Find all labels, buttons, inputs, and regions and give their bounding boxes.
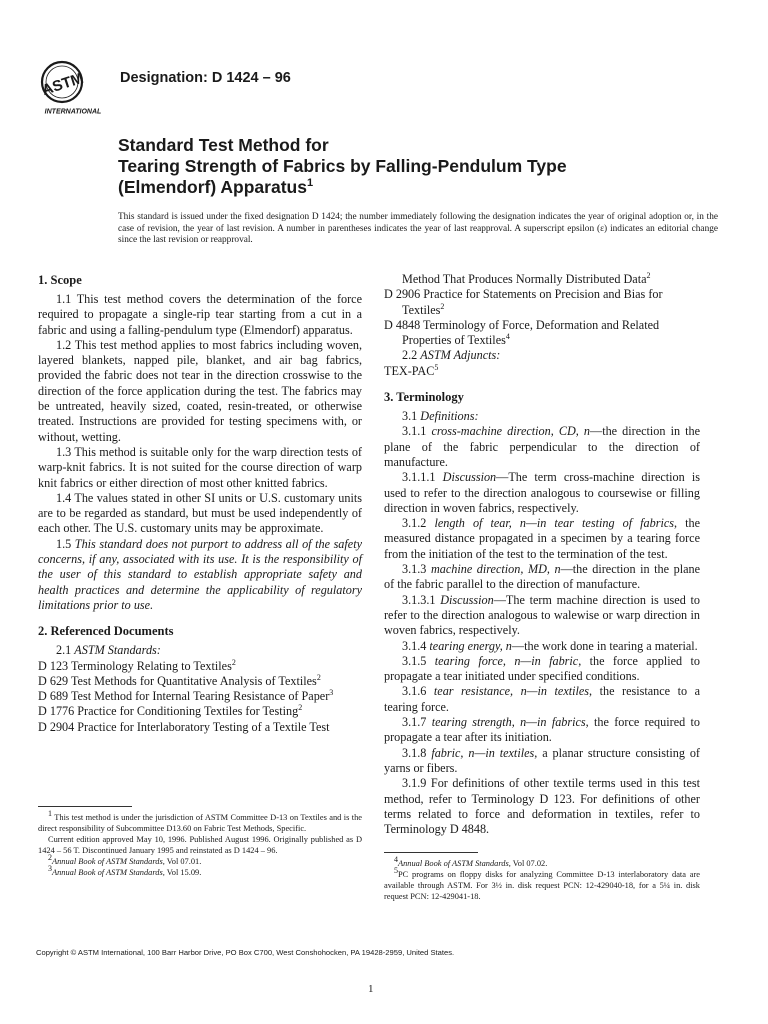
left-column xyxy=(38,272,362,735)
term-3-1-1-1: 3.1.1.1 Discussion—The term cross-machine direction is used to refer to the direction analogous to coursewise or filling direction in woven fabrics, respectively. xyxy=(384,470,700,515)
scope-1-2: 1.2 This test method applies to most fabrics including woven, layered blankets, napped pile, blanket, and air bag fabrics, provided the fabric does not tear in the direction crosswise to the direction of the force application during the test. The fabrics may be untreated, heavily sized, coated, resin-treated, or otherwise treated. Instructions are provided for testing specimens with, or without, wetting. xyxy=(38,337,362,444)
svg-text:ASTM: ASTM xyxy=(39,69,86,100)
terminology-heading: 3. Terminology xyxy=(384,390,464,405)
astm-logo xyxy=(38,56,108,118)
left-footnotes xyxy=(38,809,362,878)
astm-standards-label: 2.1 ASTM Standards: xyxy=(56,643,161,658)
document-title xyxy=(118,135,738,198)
title-footnote-mark: 1 xyxy=(306,177,314,190)
term-3-1-3-1: 3.1.3.1 Discussion—The term machine direction is used to refer to the direction analogous to walewise or warp direction in woven fabrics, respectively. xyxy=(384,592,700,638)
ref-d2904-continued: Method That Produces Normally Distributed Data$^2$ xyxy=(402,270,651,286)
term-3-1-7: 3.1.7 tearing strength, n—in fabrics, the force required to propagate a tear after its initiation. xyxy=(384,715,700,745)
right-footnotes xyxy=(384,855,700,902)
ref-d123: D 123 Terminology Relating to Textiles$^2$ xyxy=(38,657,236,673)
ref-d2906: D 2906 Practice for Statements on Precision and Bias for Textiles$^2$ xyxy=(384,287,663,317)
term-3-1-3: 3.1.3 machine direction, MD, n—the direction in the plane of the fabric parallel to the direction of manufacture. xyxy=(384,562,701,592)
svg-text:INTERNATIONAL: INTERNATIONAL xyxy=(44,108,102,116)
ref-d1776: D 1776 Practice for Conditioning Textiles for Testing$^2$ xyxy=(38,703,303,719)
scope-1-5: 1.5 This standard does not purport to address all of the safety concerns, if any, associated with its use. It is the responsibility of the user of this standard to establish appropriate safety and health practices and determine the applicability of regulatory limitations prior to use. xyxy=(38,536,362,612)
term-3-1: 3.1 Definitions: xyxy=(402,409,479,424)
standard-notice: This standard is issued under the fixed designation D 1424; the number immediately following the designation indicates the year of original adoption or, in the case of revision, the year of last revision. A number in parentheses indicates the year of last reapproval. A superscript epsilon (ε) indicates an editorial change since the last revision or reapproval. xyxy=(118,212,718,246)
footnote-3: $^3$Annual Book of ASTM Standards, Vol 15.09. xyxy=(48,864,202,877)
footnote-2: $^2$Annual Book of ASTM Standards, Vol 07.01. xyxy=(48,853,202,866)
footnote-4: $^4$Annual Book of ASTM Standards, Vol 07.02. xyxy=(394,855,548,868)
ref-d2904: D 2904 Practice for Interlaboratory Testing of a Textile Test xyxy=(38,719,330,734)
astm-adjuncts-label: 2.2 ASTM Adjuncts: xyxy=(402,348,501,363)
footnote-1: $^1$ This test method is under the jurisdiction of ASTM Committee D-13 on Textiles and is the direct responsibility of Subcommittee D13.60 on Fabric Test Methods, Specific. xyxy=(38,809,362,833)
title-line-3: (Elmendorf) Apparatus$^1$ xyxy=(118,177,314,197)
ref-tex-pac: TEX-PAC$^5$ xyxy=(384,362,439,378)
footnote-5: $^5$PC programs on floppy disks for analyzing Committee D-13 interlaboratory data are available through ASTM. For 3½ in. disk request PCN: 12-429040-18, for a 5¼ in. disk request PCN: 12-429041-18. xyxy=(384,866,700,901)
designation: Designation: D 1424 – 96 xyxy=(120,70,291,86)
ref-d689: D 689 Test Method for Internal Tearing Resistance of Paper$^3$ xyxy=(38,688,334,704)
term-3-1-9: 3.1.9 For definitions of other textile terms used in this test method, refer to Terminology D 123. For definitions of other terms related to force and deformation in textiles, refer to Terminology D 4848. xyxy=(384,776,700,837)
term-3-1-8: 3.1.8 fabric, n—in textiles, a planar structure consisting of yarns or fibers. xyxy=(384,745,700,775)
right-column xyxy=(384,272,700,837)
scope-heading: 1. Scope xyxy=(38,273,82,287)
term-3-1-2: 3.1.2 length of tear, n—in tear testing of fabrics, the measured distance propagated in a specimen by a tearing force from the initiation of the test to the termination of the test. xyxy=(384,516,700,561)
term-3-1-1: 3.1.1 cross-machine direction, CD, n—the direction in the plane of the fabric perpendicular to the direction of manufacture. xyxy=(384,424,701,469)
title-line-1: Standard Test Method for xyxy=(118,135,329,155)
term-3-1-6: 3.1.6 tear resistance, n—in textiles, the resistance to a tearing force. xyxy=(384,684,701,714)
ref-d629: D 629 Test Methods for Quantitative Analysis of Textiles$^2$ xyxy=(38,672,321,688)
term-3-1-4: 3.1.4 tearing energy, n—the work done in tearing a material. xyxy=(402,638,698,653)
page-number: 1 xyxy=(368,983,374,995)
referenced-documents-heading: 2. Referenced Documents xyxy=(38,624,174,639)
title-line-2: Tearing Strength of Fabrics by Falling-Pendulum Type xyxy=(118,156,567,176)
scope-1-1: 1.1 This test method covers the determination of the force required to propagate a single-rip tear starting from a cut in a fabric and using a falling-pendulum type (Elmendorf) apparatus. xyxy=(38,292,362,337)
ref-d4848: D 4848 Terminology of Force, Deformation and Related Properties of Textiles$^4$ xyxy=(384,317,660,348)
footnote-1-edition: Current edition approved May 10, 1996. Published August 1996. Originally published as D 1424 – 56 T. Discontinued January 1995 and reinstated as D 1424 – 96. xyxy=(38,835,362,855)
scope-1-4: 1.4 The values stated in other SI units or U.S. customary units are to be regarded as standard, but must be used independently of each other. The U.S. customary units may be approximate. xyxy=(38,490,362,536)
term-3-1-5: 3.1.5 tearing force, n—in fabric, the force applied to propagate a tear initiated under specified conditions. xyxy=(384,653,700,684)
scope-1-3: 1.3 This method is suitable only for the warp direction tests of warp-knit fabrics. It is not suited for the course direction of warp knit fabrics or either direction of most other knitted fabrics. xyxy=(38,444,362,490)
copyright-footer: Copyright © ASTM International, 100 Barr Harbor Drive, PO Box C700, West Conshohocken, PA 19428-2959, United States. xyxy=(36,948,455,957)
